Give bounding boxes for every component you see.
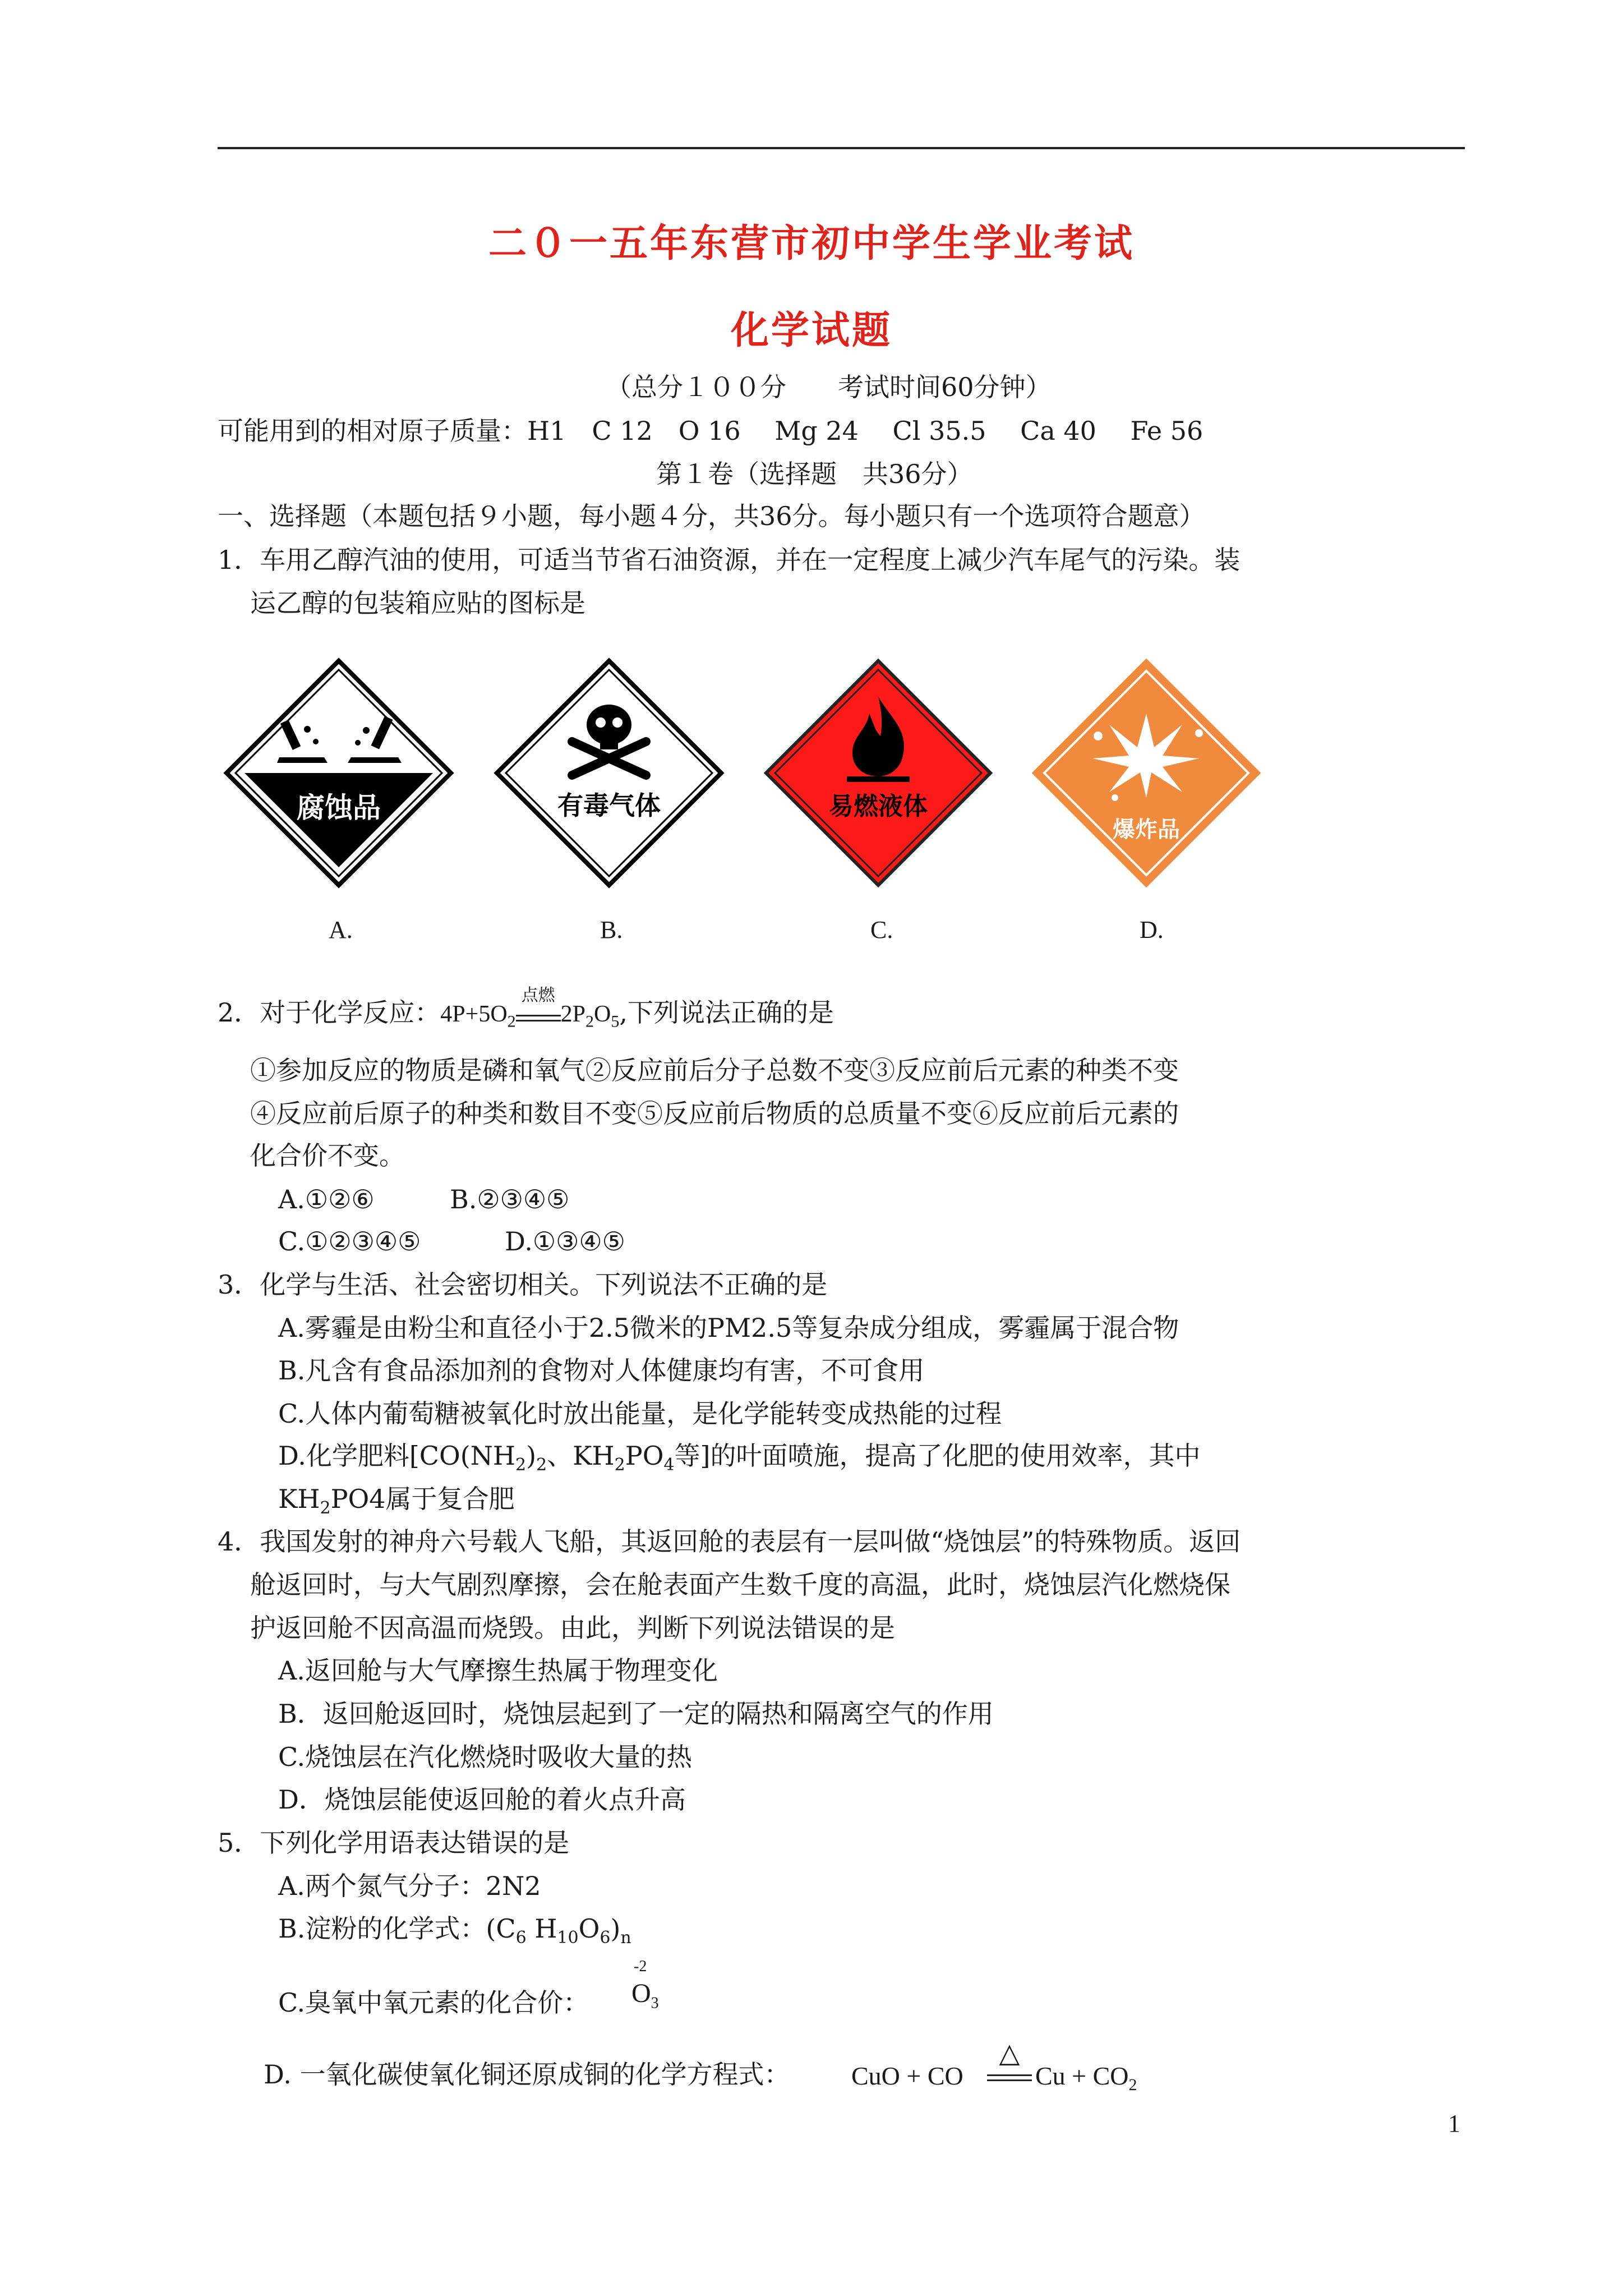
q2-option-b: B.②③④⑤: [450, 1184, 570, 1214]
flammable-liquid-sign: [763, 657, 994, 889]
q4-option-a: A.返回舱与大气摩擦生热属于物理变化: [278, 1655, 718, 1686]
q3-option-a: A.雾霾是由粉尘和直径小于2.5微米的PM2.5等复杂成分组成，雾霾属于混合物: [278, 1313, 1179, 1343]
q5-ozone-valence: [627, 1958, 672, 2019]
q3-option-d-line1: D.化学肥料[$CO(NH_2)_2$、$KH_2PO_4$等]的叶面喷施，提高了化肥的使用效率，其中: [278, 1441, 1201, 1475]
q1-option-a: A.: [329, 916, 353, 944]
q3-option-b: B.凡含有食品添加剂的食物对人体健康均有害，不可食用: [278, 1355, 925, 1386]
q5-option-b: B.淀粉的化学式：($C_6$ $H_{10}O_6)_n$: [278, 1913, 631, 1948]
q2-option-a: A.①②⑥: [278, 1184, 375, 1214]
q1-option-d: D.: [1140, 916, 1164, 944]
q5-d-equation: CuO + CO △ $Cu + CO_2$: [851, 2037, 1137, 2095]
q5-option-a: A.两个氮气分子：2N2: [278, 1871, 541, 1901]
atomic-masses: 可能用到的相对原子质量：H1 C 12 O 16 Mg 24 Cl 35.5 Ca 40 Fe 56: [218, 416, 1204, 446]
volume-heading: 第１卷（选择题 共36分）: [656, 459, 973, 489]
q4-option-d: D．烧蚀层能使返回舱的着火点升高: [278, 1784, 686, 1815]
q4-stem-line1: 4．我国发射的神舟六号载人飞船，其返回舱的表层有一层叫做“烧蚀层”的特殊物质。返回: [218, 1526, 1241, 1557]
explosive-text: 爆炸品: [1113, 817, 1180, 843]
q1-stem-line2: 运乙醇的包装箱应贴的图标是: [250, 588, 585, 618]
q5-stem: 5．下列化学用语表达错误的是: [218, 1828, 570, 1858]
explosive-sign: [1031, 657, 1262, 889]
exam-title: 二０一五年东营市初中学生学业考试: [488, 221, 1135, 266]
valence-value: -2: [634, 1958, 647, 1975]
toxic-gas-sign: [494, 657, 725, 889]
flammable-liquid-text: 易燃液体: [829, 792, 928, 821]
q2-equation: $4P+5O_2$ 点燃 $2P_2O_5$: [440, 1001, 619, 1027]
q3-option-d-line2: $KH_2PO4$属于复合肥: [278, 1484, 515, 1519]
q4-stem-line3: 护返回舱不因高温而烧毁。由此，判断下列说法错误的是: [250, 1613, 895, 1643]
q4-option-c: C.烧蚀层在汽化燃烧时吸收大量的热: [278, 1742, 693, 1772]
page-number: 1: [1448, 2110, 1460, 2137]
q1-stem-line1: 1．车用乙醇汽油的使用，可适当节省石油资源，并在一定程度上减少汽车尾气的污染。装: [218, 545, 1241, 575]
corrosive-text: 腐蚀品: [297, 792, 381, 824]
subject-title: 化学试题: [730, 308, 892, 353]
q1-option-b: B.: [600, 916, 623, 944]
q5-option-d: D. 一氧化碳使氧化铜还原成铜的化学方程式：: [264, 2059, 790, 2090]
ozone-formula: $O_3$: [631, 1978, 659, 2012]
q2-statement-3: 化合价不变。: [250, 1140, 405, 1171]
q3-stem: 3．化学与生活、社会密切相关。下列说法不正确的是: [218, 1269, 828, 1300]
q2-suffix: ,下列说法正确的是: [619, 997, 834, 1028]
q2-statement-1: ①参加反应的物质是磷和氧气②反应前后分子总数不变③反应前后元素的种类不变: [250, 1055, 1179, 1085]
q4-stem-line2: 舱返回时，与大气剧烈摩擦，会在舱表面产生数千度的高温，此时，烧蚀层汽化燃烧保: [250, 1570, 1230, 1600]
q4-option-b: B．返回舱返回时，烧蚀层起到了一定的隔热和隔离空气的作用: [278, 1699, 994, 1729]
header-rule: [218, 147, 1465, 149]
q2-condition: 点燃: [521, 986, 555, 1005]
section-intro: 一、选择题（本题包括９小题，每小题４分，共36分。每小题只有一个选项符合题意）: [218, 501, 1205, 531]
q5-option-c: C.臭氧中氧元素的化合价：: [278, 1987, 589, 2018]
q2-stem: [218, 986, 834, 1038]
q2-option-d: D.①③④⑤: [505, 1226, 625, 1257]
q2-statement-2: ④反应前后原子的种类和数目不变⑤反应前后物质的总质量不变⑥反应前后元素的: [250, 1098, 1179, 1129]
q3-option-c: C.人体内葡萄糖被氧化时放出能量，是化学能转变成热能的过程: [278, 1398, 1002, 1429]
score-time: （总分１００分 考试时间60分钟）: [606, 372, 1052, 402]
q2-prefix: 2．对于化学反应：: [218, 997, 441, 1028]
corrosive-sign: [223, 657, 454, 889]
q1-option-c: C.: [870, 916, 893, 944]
heat-triangle-icon: △: [999, 2037, 1020, 2069]
toxic-gas-text: 有毒气体: [557, 790, 661, 821]
q2-option-c: C.①②③④⑤: [278, 1226, 421, 1257]
